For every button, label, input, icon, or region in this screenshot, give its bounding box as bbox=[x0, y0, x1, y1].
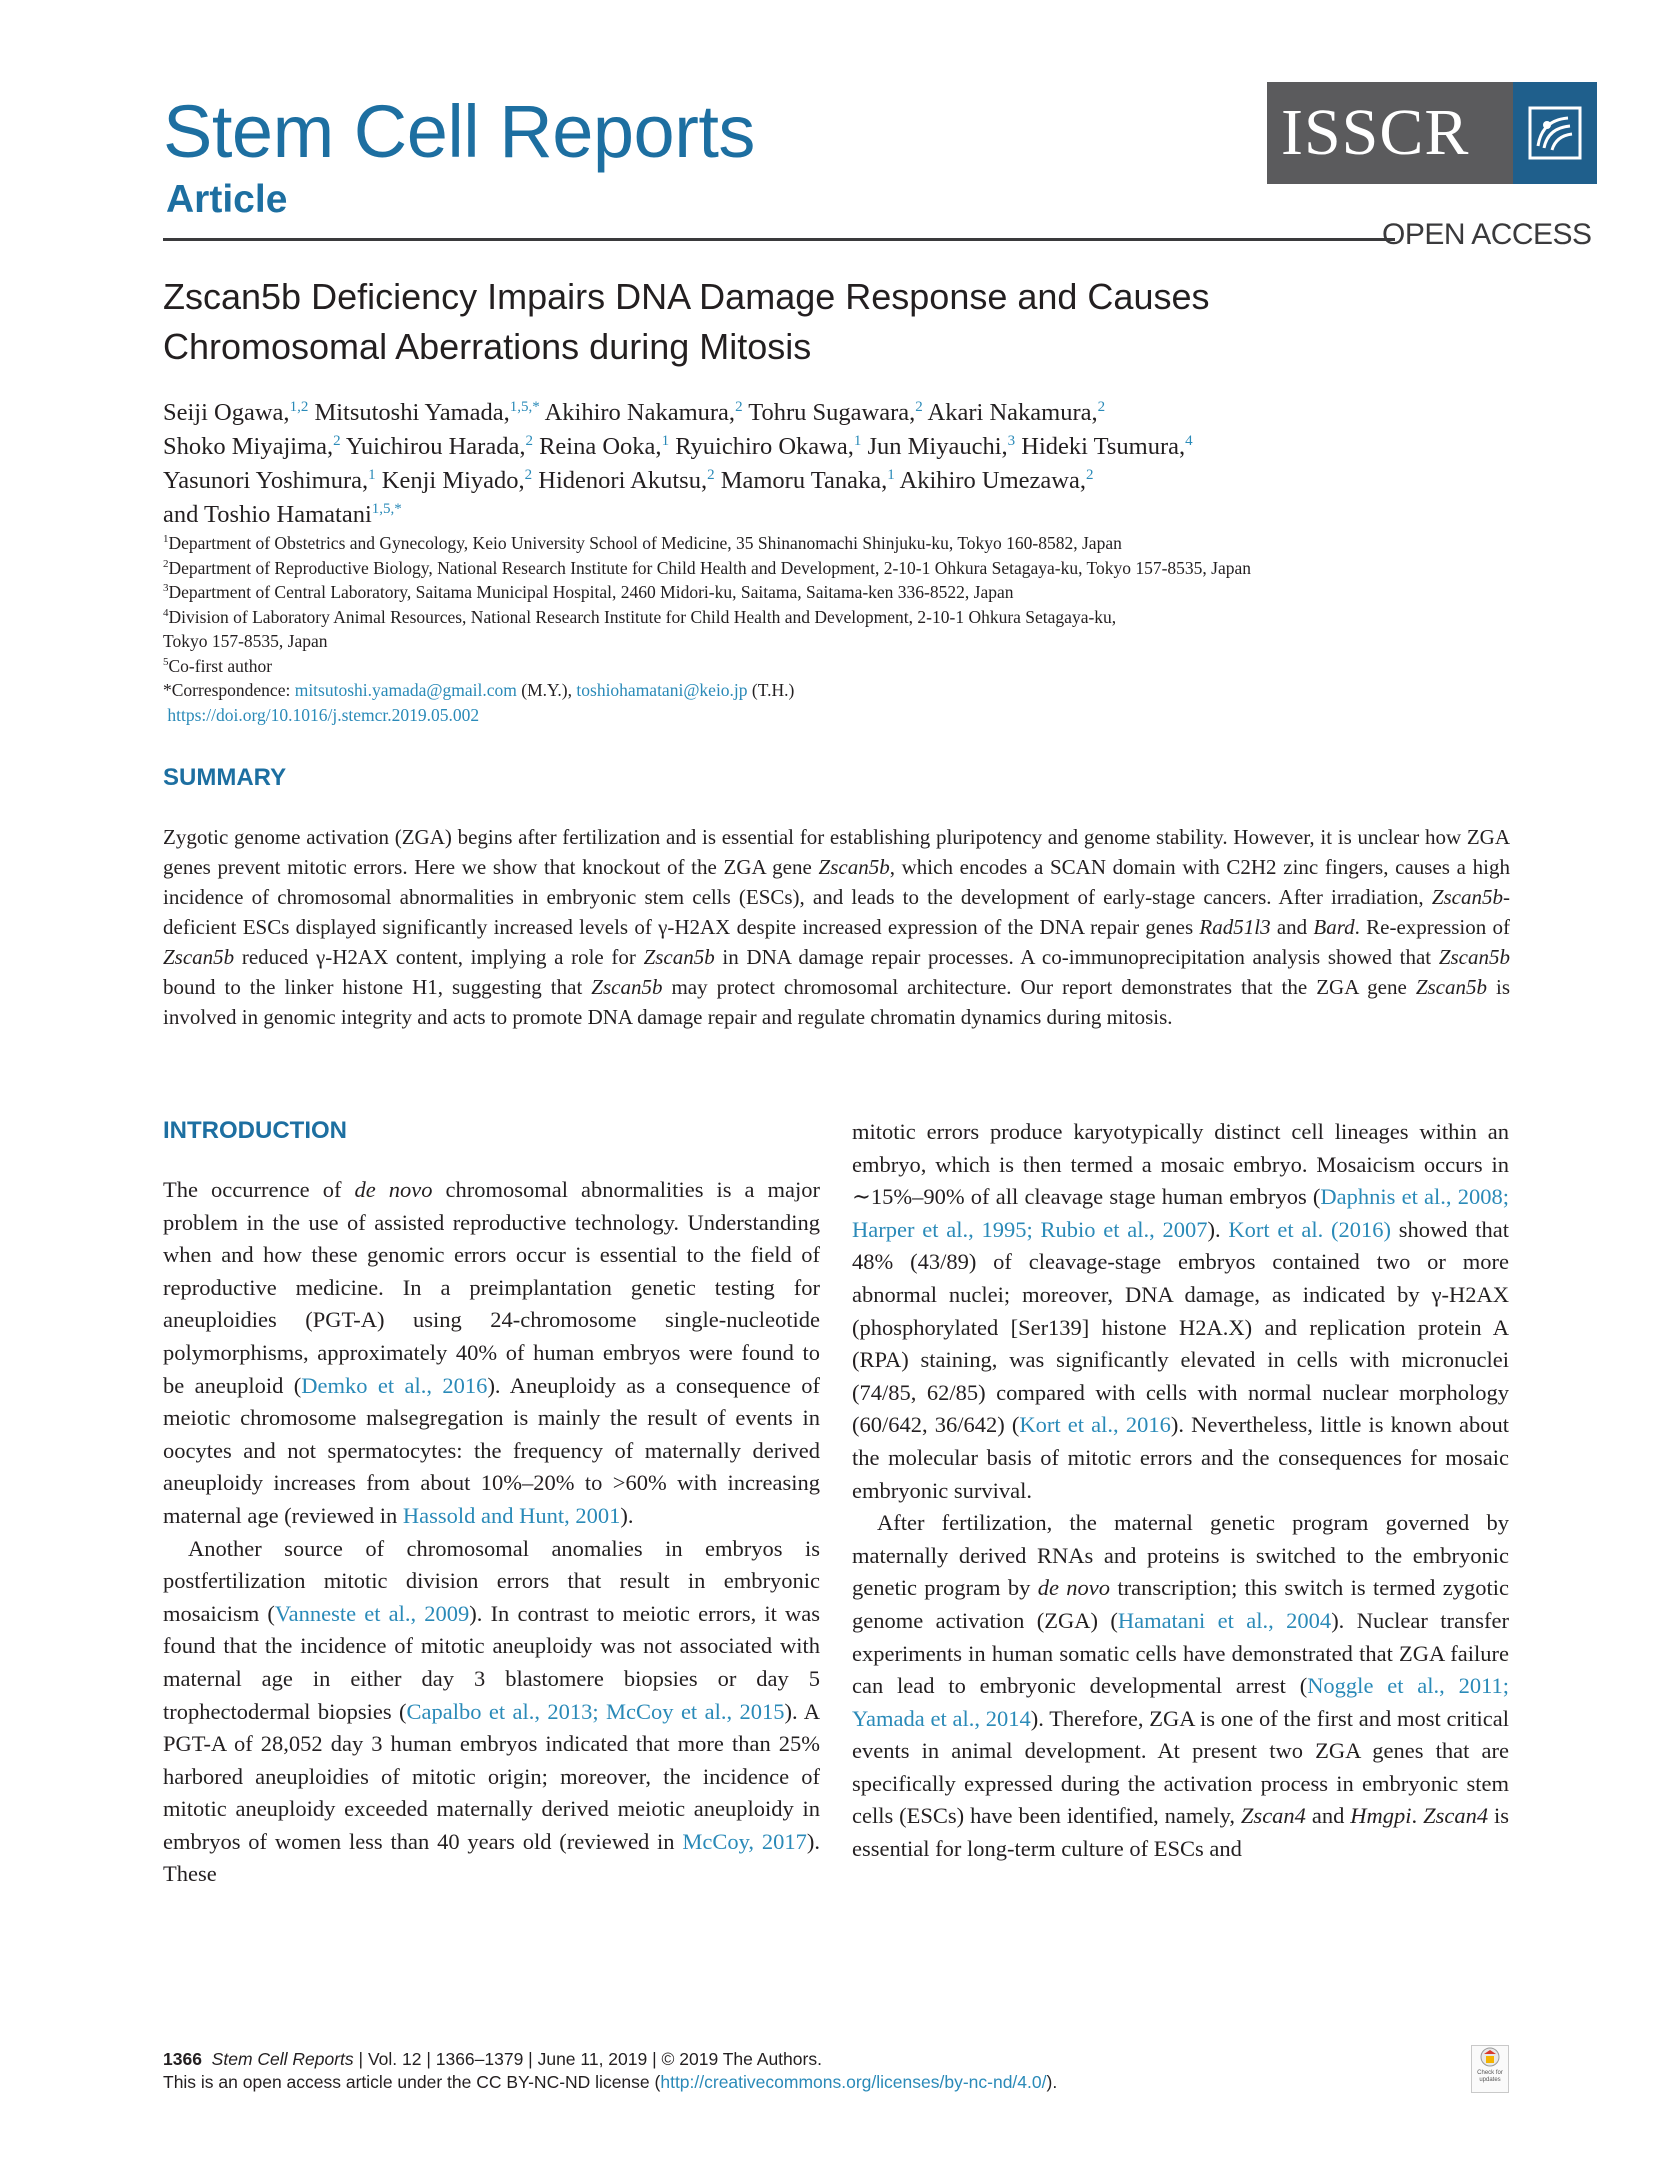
citation-link[interactable]: Vanneste et al., 2009 bbox=[274, 1600, 470, 1626]
author: Yasunori Yoshimura,$^1$ bbox=[163, 466, 376, 494]
doi-line bbox=[163, 703, 1523, 728]
footer-citation: 1366 Stem Cell Reports | Vol. 12 | 1366–1379 | June 11, 2019 | © 2019 The Authors. bbox=[163, 2049, 822, 2069]
page-footer bbox=[163, 2048, 1463, 2094]
citation-link[interactable]: Capalbo et al., 2013; McCoy et al., 2015 bbox=[406, 1698, 785, 1724]
affiliation-2: $^2$Department of Reproductive Biology, National Research Institute for Child Health and Development, 2-10-1 Ohkura Setagaya-ku, Tokyo 157-8535, Japan bbox=[163, 557, 1252, 578]
summary-heading: SUMMARY bbox=[163, 764, 287, 791]
author: Jun Miyauchi,$^3$ bbox=[867, 432, 1016, 460]
journal-name: Stem Cell Reports bbox=[163, 90, 755, 173]
isscr-logo bbox=[1267, 82, 1597, 184]
affiliations bbox=[163, 531, 1523, 727]
title-line-1: Zscan5b Deficiency Impairs DNA Damage Response and Causes bbox=[163, 276, 1210, 317]
author: Reina Ooka,$^1$ bbox=[539, 432, 670, 460]
correspondence: *Correspondence: mitsutoshi.yamada@gmail.com (M.Y.), toshiohamatani@keio.jp (T.H.) bbox=[163, 680, 795, 700]
open-access-label: OPEN ACCESS bbox=[1382, 218, 1592, 251]
email-link-yamada[interactable]: mitsutoshi.yamada@gmail.com bbox=[294, 680, 517, 700]
author: Akihiro Nakamura,$^2$ bbox=[544, 398, 743, 426]
author: Ryuichiro Okawa,$^1$ bbox=[675, 432, 862, 460]
citation-link[interactable]: McCoy, 2017 bbox=[682, 1828, 807, 1854]
author: Mitsutoshi Yamada,$^{1,5,*}$ bbox=[314, 398, 540, 426]
footer-license: This is an open access article under the CC BY-NC-ND license (http://creativecommons.org/licenses/by-nc-nd/4.0/). bbox=[163, 2072, 1058, 2092]
license-link[interactable]: http://creativecommons.org/licenses/by-nc-nd/4.0/ bbox=[660, 2072, 1047, 2092]
citation-link[interactable]: Kort et al. (2016) bbox=[1228, 1216, 1391, 1242]
author: Yuichirou Harada,$^2$ bbox=[345, 432, 533, 460]
intro-paragraph-1: The occurrence of de novo chromosomal abnormalities is a major problem in the use of assisted reproductive technology. Understanding when and how these genomic errors occur is essential to the field of reproductive medicine. In a preimplantation genetic testing for aneuploidies (PGT-A) using 24-chromosome single-nucleotide polymorphisms, approximately 40% of human embryos were found to be aneuploid (Demko et al., 2016). Aneuploidy as a consequence of meiotic chromosome malsegregation is mainly the result of events in oocytes and not spermatocytes: the frequency of maternally derived aneuploidy increases from about 10%–20% to >60% with increasing maternal age (reviewed in Hassold and Hunt, 2001). bbox=[163, 1177, 820, 1528]
check-for-updates-badge[interactable] bbox=[1471, 2045, 1509, 2093]
introduction-heading: INTRODUCTION bbox=[163, 1117, 347, 1144]
isscr-logo-text: ISSCR bbox=[1281, 96, 1470, 169]
email-link-hamatani[interactable]: toshiohamatani@keio.jp bbox=[576, 680, 748, 700]
author: Mamoru Tanaka,$^1$ bbox=[720, 466, 895, 494]
citation-link[interactable]: Kort et al., 2016 bbox=[1019, 1412, 1171, 1438]
author: Akari Nakamura,$^2$ bbox=[927, 398, 1106, 426]
citation-link[interactable]: Hamatani et al., 2004 bbox=[1117, 1607, 1332, 1633]
author-list bbox=[163, 396, 1513, 532]
author: Tohru Sugawara,$^2$ bbox=[748, 398, 923, 426]
author: Kenji Miyado,$^2$ bbox=[381, 466, 533, 494]
page-number: 1366 bbox=[163, 2049, 202, 2069]
header-rule bbox=[163, 238, 1395, 241]
intro-paragraph-3: mitotic errors produce karyotypically distinct cell lineages within an embryo, which is then termed a mosaic embryo. Mosaicism occurs in ∼15%–90% of all cleavage stage human embryos (Daphnis et al., 2008; Harper et al., 1995; Rubio et al., 2007). Kort et al. (2016) showed that 48% (43/89) of cleavage-stage embryos contained two or more abnormal nuclei; moreover, DNA damage, as indicated by γ-H2AX (phosphorylated [Ser139] histone H2A.X) and replication protein A (RPA) staining, was significantly elevated in cells with micronuclei (74/85, 62/85) compared with cells with normal nuclear morphology (60/642, 36/642) (Kort et al., 2016). Nevertheless, little is known about the molecular basis of mitotic errors and the consequences for mosaic embryonic survival. bbox=[852, 1119, 1510, 1503]
footer-journal: Stem Cell Reports bbox=[211, 2049, 354, 2069]
doi-link[interactable]: https://doi.org/10.1016/j.stemcr.2019.05.002 bbox=[167, 704, 480, 725]
affiliation-4: $^4$Division of Laboratory Animal Resources, National Research Institute for Child Health and Development, 2-10-1 Ohkura Setagaya-ku, bbox=[163, 606, 1117, 627]
affiliation-1: $^1$Department of Obstetrics and Gynecology, Keio University School of Medicine, 35 Shinanomachi Shinjuku-ku, Tokyo 160-8582, Japan bbox=[163, 533, 1122, 553]
author: Hidenori Akutsu,$^2$ bbox=[538, 466, 715, 494]
author: Hideki Tsumura,$^4$ bbox=[1021, 432, 1193, 460]
author: and Toshio Hamatani$^{1,5,*}$ bbox=[163, 500, 402, 528]
author: Shoko Miyajima,$^2$ bbox=[163, 432, 341, 460]
author: Seiji Ogawa,$^{1,2}$ bbox=[163, 398, 309, 426]
affiliation-5: $^5$Co-first author bbox=[163, 655, 273, 676]
check-updates-label: Check for updates bbox=[1477, 2070, 1503, 2083]
check-updates-icon bbox=[1479, 2046, 1501, 2068]
affiliation-4-cont: Tokyo 157-8535, Japan bbox=[163, 631, 328, 651]
body-column-right bbox=[852, 1116, 1509, 1866]
summary-text: Zygotic genome activation (ZGA) begins after fertilization and is essential for establishing pluripotency and genome stability. However, it is unclear how ZGA genes prevent mitotic errors. Here we show that knockout of the ZGA gene Zscan5b, which encodes a SCAN domain with C2H2 zinc fingers, causes a high incidence of chromosomal abnormalities in embryonic stem cells (ESCs), and leads to the development of early-stage cancers. After irradiation, Zscan5b-deficient ESCs displayed significantly increased levels of γ-H2AX despite increased expression of the DNA repair genes Rad51l3 and Bard. Re-expression of Zscan5b reduced γ-H2AX content, implying a role for Zscan5b in DNA damage repair processes. A co-immunoprecipitation analysis showed that Zscan5b bound to the linker histone H1, suggesting that Zscan5b may protect chromosomal architecture. Our report demonstrates that the ZGA gene Zscan5b is involved in genomic integrity and acts to promote DNA damage repair and regulate chromatin dynamics during mitosis. bbox=[163, 825, 1511, 1029]
title-line-2: Chromosomal Aberrations during Mitosis bbox=[163, 326, 812, 367]
intro-paragraph-4: After fertilization, the maternal genetic program governed by maternally derived RNAs and proteins is switched to the embryonic genetic program by de novo transcription; this switch is termed zygotic genome activation (ZGA) (Hamatani et al., 2004). Nuclear transfer experiments in human somatic cells have demonstrated that ZGA failure can lead to embryonic developmental arrest (Noggle et al., 2011; Yamada et al., 2014). Therefore, ZGA is one of the first and most critical events in animal development. At present two ZGA genes that are specifically expressed during the activation process in embryonic stem cells (ESCs) have been identified, namely, Zscan4 and Hmgpi. Zscan4 is essential for long-term culture of ESCs and bbox=[852, 1510, 1510, 1862]
article-title bbox=[163, 272, 1463, 372]
citation-link[interactable]: Noggle et al., 2011; Yamada et al., 2014 bbox=[852, 1673, 1509, 1731]
affiliation-3: $^3$Department of Central Laboratory, Saitama Municipal Hospital, 2460 Midori-ku, Saitama, Saitama-ken 336-8522, Japan bbox=[163, 582, 1014, 602]
citation-link[interactable]: Daphnis et al., 2008; Harper et al., 1995; Rubio et al., 2007 bbox=[852, 1184, 1509, 1242]
article-type: Article bbox=[166, 178, 288, 221]
isscr-emblem-icon bbox=[1513, 82, 1597, 184]
citation-link[interactable]: Demko et al., 2016 bbox=[301, 1372, 488, 1398]
citation-link[interactable]: Hassold and Hunt, 2001 bbox=[402, 1502, 621, 1528]
author: Akihiro Umezawa,$^2$ bbox=[899, 466, 1094, 494]
body-column-left bbox=[163, 1174, 820, 1891]
intro-paragraph-2: Another source of chromosomal anomalies in embryos is postfertilization mitotic division errors that result in embryonic mosaicism (Vanneste et al., 2009). In contrast to meiotic errors, it was found that the incidence of mitotic aneuploidy was not associated with maternal age in either day 3 blastomere biopsies or day 5 trophectodermal biopsies (Capalbo et al., 2013; McCoy et al., 2015). A PGT-A of 28,052 day 3 human embryos indicated that more than 25% harbored aneuploidies of mitotic origin; moreover, the incidence of mitotic aneuploidy exceeded maternally derived meiotic aneuploidy in embryos of women less than 40 years old (reviewed in McCoy, 2017). These bbox=[163, 1535, 821, 1887]
isscr-emblem-graphic bbox=[1528, 106, 1582, 160]
